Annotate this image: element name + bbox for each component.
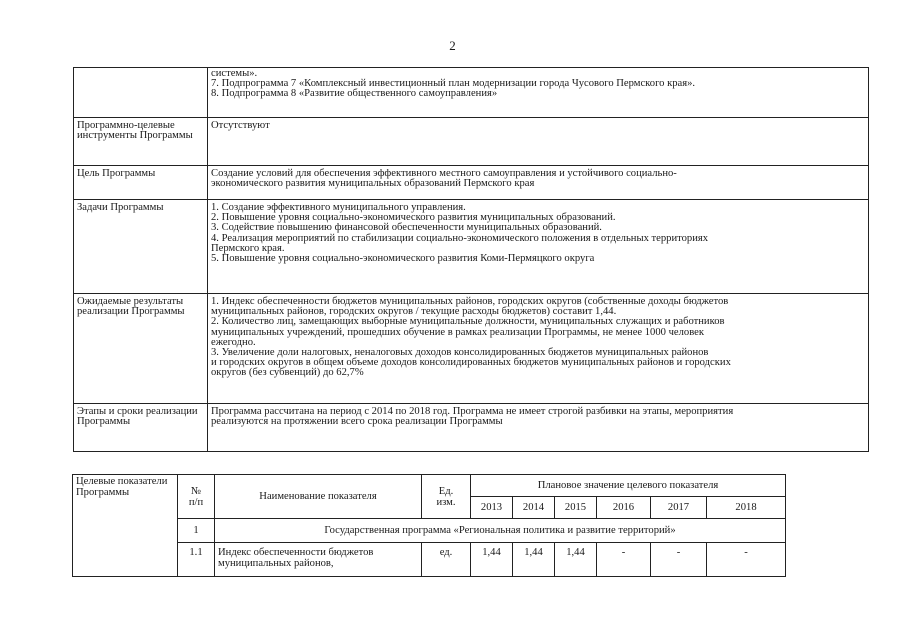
- passport-row-label: Программно-целевые инструменты Программы: [74, 118, 208, 166]
- passport-row: [74, 294, 869, 404]
- passport-row-content: [208, 294, 869, 404]
- indicator-value-2013: 1,44: [471, 543, 513, 577]
- col-unit-header: Ед. изм.: [422, 475, 471, 519]
- passport-text-line: системы».: [211, 68, 258, 79]
- passport-text-line: 7. Подпрограмма 7 «Комплексный инвестиционный план модернизации города Чусового Пермского края».: [211, 78, 696, 90]
- passport-row: [74, 68, 869, 118]
- passport-row-content: [208, 68, 869, 118]
- passport-text-line: 5. Повышение уровня социально-экономического развития Коми-Пермяцкого округа: [211, 253, 595, 265]
- passport-text-line: экономического развития муниципальных образований Пермского края: [211, 178, 535, 190]
- year-header-2015: 2015: [555, 497, 597, 519]
- passport-text-line: 4. Реализация мероприятий по стабилизации социально-экономического положения в отдельных территориях: [211, 232, 709, 244]
- passport-row-label: [74, 68, 208, 118]
- passport-row: [74, 118, 869, 166]
- passport-text-line: муниципальных учреждений, прошедших обучение в рамках реализации Программы, не менее 1000 человек: [211, 326, 704, 338]
- passport-row: [74, 166, 869, 200]
- target-indicators-table: [72, 474, 786, 577]
- passport-text-line: 1. Индекс обеспеченности бюджетов муниципальных районов, городских округов (собственные доходы бюджетов: [211, 296, 729, 307]
- page-number: 2: [449, 38, 456, 53]
- year-header-2013: 2013: [471, 497, 513, 519]
- passport-text-line: Отсутствуют: [211, 120, 270, 131]
- passport-text-line: 3. Увеличение доли налоговых, неналоговых доходов консолидированных бюджетов муниципальных районов: [211, 347, 709, 359]
- passport-row-content: [208, 118, 869, 166]
- col-number-header: № п/п: [178, 475, 215, 519]
- passport-row-label: Этапы и сроки реализации Программы: [74, 404, 208, 452]
- passport-row-content: [208, 200, 869, 294]
- indicator-value-2015: 1,44: [555, 543, 597, 577]
- passport-row-label: Ожидаемые результаты реализации Программы: [74, 294, 208, 404]
- passport-text-line: Программа рассчитана на период с 2014 по 2018 год. Программа не имеет строгой разбивки на этапы, мероприятия: [211, 406, 734, 417]
- passport-row: [74, 200, 869, 294]
- program-passport-table: [73, 67, 869, 452]
- passport-text-line: округов (без субвенций) до 62,7%: [211, 367, 364, 379]
- passport-text-line: 1. Создание эффективного муниципального управления.: [211, 202, 466, 213]
- indicator-name: Индекс обеспеченности бюджетов муниципальных районов,: [215, 543, 422, 577]
- passport-text-line: реализуются на протяжении всего срока реализации Программы: [211, 416, 503, 428]
- year-header-2014: 2014: [513, 497, 555, 519]
- indicator-unit: ед.: [422, 543, 471, 577]
- passport-text-line: 2. Количество лиц, замещающих выборные муниципальные должности, муниципальных служащих и работников: [211, 316, 725, 328]
- indicator-value-2016: -: [597, 543, 651, 577]
- program-row-number: 1: [178, 519, 215, 543]
- passport-text-line: 3. Содействие повышению финансовой обеспеченности муниципальных образований.: [211, 222, 602, 234]
- program-row-title: Государственная программа «Региональная политика и развитие территорий»: [215, 519, 786, 543]
- col-name-header: Наименование показателя: [215, 475, 422, 519]
- passport-text-line: Пермского края.: [211, 242, 285, 254]
- passport-text-line: муниципальных районов, городских округов / текущие расходы бюджетов) составит 1,44.: [211, 306, 617, 318]
- indicator-value-2017: -: [651, 543, 707, 577]
- passport-text-line: 2. Повышение уровня социально-экономического развития муниципальных образований.: [211, 212, 616, 224]
- passport-row-content: [208, 404, 869, 452]
- indicator-value-2018: -: [707, 543, 786, 577]
- indicator-row: [73, 543, 786, 577]
- passport-text-line: ежегодно.: [211, 336, 256, 348]
- year-header-2017: 2017: [651, 497, 707, 519]
- passport-row-label: Задачи Программы: [74, 200, 208, 294]
- passport-row-label: Цель Программы: [74, 166, 208, 200]
- year-header-2016: 2016: [597, 497, 651, 519]
- planned-value-header: Плановое значение целевого показателя: [471, 475, 786, 497]
- year-header-2018: 2018: [707, 497, 786, 519]
- indicator-number: 1.1: [178, 543, 215, 577]
- passport-text-line: Создание условий для обеспечения эффективного местного самоуправления и устойчивого социально-: [211, 168, 677, 179]
- passport-text-line: и городских округов в общем объеме доходов консолидированных бюджетов муниципальных районов и городских: [211, 357, 731, 369]
- passport-row: [74, 404, 869, 452]
- passport-text-line: 8. Подпрограмма 8 «Развитие общественного самоуправления»: [211, 88, 498, 100]
- indicator-value-2014: 1,44: [513, 543, 555, 577]
- passport-row-content: [208, 166, 869, 200]
- indicators-section-label: Целевые показатели Программы: [73, 475, 178, 577]
